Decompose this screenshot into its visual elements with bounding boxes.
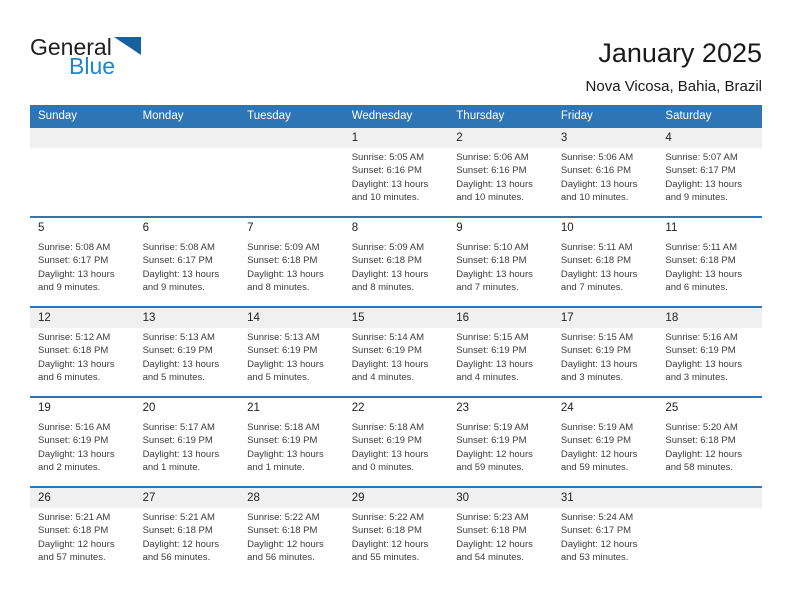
daylight-text: Daylight: 13 hours and 1 minute. bbox=[142, 448, 220, 474]
sunrise-text: Sunrise: 5:17 AM bbox=[142, 422, 215, 433]
day-number: 7 bbox=[247, 222, 254, 234]
day-number: 29 bbox=[344, 488, 449, 508]
empty-cell bbox=[239, 128, 344, 216]
day-number: 16 bbox=[448, 308, 553, 328]
daylight-text: Daylight: 12 hours and 56 minutes. bbox=[247, 538, 324, 564]
day-cell-18 bbox=[657, 308, 762, 396]
sunset-text: Sunset: 6:17 PM bbox=[38, 255, 109, 267]
day-details bbox=[239, 238, 344, 295]
sunset-text: Sunset: 6:19 PM bbox=[142, 435, 213, 447]
day-number bbox=[239, 128, 344, 148]
week-row bbox=[30, 216, 762, 306]
sunset-text: Sunset: 6:16 PM bbox=[456, 165, 527, 177]
sunset-text: Sunset: 6:17 PM bbox=[665, 165, 736, 177]
daylight-text: Daylight: 13 hours and 0 minutes. bbox=[351, 448, 429, 474]
day-number: 3 bbox=[553, 128, 658, 148]
day-details bbox=[135, 418, 240, 475]
day-details bbox=[30, 328, 135, 385]
sunrise-text: Sunrise: 5:08 AM bbox=[142, 242, 215, 253]
sunset-text: Sunset: 6:19 PM bbox=[560, 435, 632, 447]
daylight-text: Daylight: 12 hours and 55 minutes. bbox=[351, 538, 429, 564]
daylight-text: Daylight: 13 hours and 9 minutes. bbox=[38, 268, 115, 294]
day-details bbox=[448, 148, 553, 205]
day-cell-23 bbox=[448, 398, 553, 486]
daylight-text: Daylight: 13 hours and 9 minutes. bbox=[665, 178, 742, 204]
day-number: 19 bbox=[38, 402, 51, 414]
sunrise-text: Sunrise: 5:20 AM bbox=[665, 422, 738, 433]
day-number: 10 bbox=[560, 222, 574, 234]
sunset-text: Sunset: 6:18 PM bbox=[351, 525, 422, 537]
calendar bbox=[30, 105, 762, 576]
day-details bbox=[30, 238, 135, 295]
sunset-text: Sunset: 6:19 PM bbox=[665, 345, 736, 357]
day-number: 4 bbox=[657, 128, 762, 148]
sunrise-text: Sunrise: 5:15 AM bbox=[456, 332, 529, 343]
day-cell-4 bbox=[657, 128, 762, 216]
week-row bbox=[30, 126, 762, 216]
day-cell-22 bbox=[344, 398, 449, 486]
weekday-header-thursday: Thursday bbox=[456, 109, 505, 122]
day-cell-9 bbox=[448, 218, 553, 306]
sunrise-text: Sunrise: 5:08 AM bbox=[38, 242, 111, 253]
day-number: 27 bbox=[135, 488, 240, 508]
daylight-text: Daylight: 13 hours and 7 minutes. bbox=[456, 268, 533, 294]
day-details bbox=[344, 148, 449, 205]
daylight-text: Daylight: 13 hours and 4 minutes. bbox=[456, 358, 533, 384]
day-details bbox=[239, 418, 344, 475]
day-details bbox=[135, 508, 240, 565]
week-row bbox=[30, 486, 762, 576]
daylight-text: Daylight: 12 hours and 59 minutes. bbox=[456, 448, 533, 474]
sunrise-text: Sunrise: 5:09 AM bbox=[247, 242, 320, 253]
day-number: 5 bbox=[38, 222, 45, 234]
day-cell-12 bbox=[30, 308, 135, 396]
day-details bbox=[239, 328, 344, 385]
daylight-text: Daylight: 12 hours and 59 minutes. bbox=[560, 448, 638, 474]
empty-cell bbox=[135, 128, 240, 216]
weekday-header-sunday: Sunday bbox=[38, 109, 78, 122]
day-cell-31 bbox=[553, 488, 658, 576]
sunset-text: Sunset: 6:16 PM bbox=[560, 165, 632, 177]
day-details bbox=[657, 238, 762, 295]
sunset-text: Sunset: 6:18 PM bbox=[351, 255, 422, 267]
page-title: January 2025 bbox=[598, 38, 762, 68]
daylight-text: Daylight: 13 hours and 3 minutes. bbox=[665, 358, 742, 384]
sunrise-text: Sunrise: 5:18 AM bbox=[351, 422, 425, 433]
day-cell-15 bbox=[344, 308, 449, 396]
weekday-header-friday: Friday bbox=[560, 109, 593, 122]
weekday-header-monday: Monday bbox=[142, 109, 184, 122]
day-details bbox=[448, 418, 553, 475]
sunrise-text: Sunrise: 5:14 AM bbox=[351, 332, 425, 343]
day-number: 9 bbox=[456, 222, 463, 234]
sunrise-text: Sunrise: 5:24 AM bbox=[560, 512, 634, 523]
sunrise-text: Sunrise: 5:15 AM bbox=[560, 332, 634, 343]
sunset-text: Sunset: 6:19 PM bbox=[456, 435, 527, 447]
weekday-header-tuesday: Tuesday bbox=[247, 109, 291, 122]
sunset-text: Sunset: 6:18 PM bbox=[665, 435, 736, 447]
day-number: 1 bbox=[344, 128, 449, 148]
sunset-text: Sunset: 6:19 PM bbox=[351, 435, 422, 447]
logo-text-general: General bbox=[30, 34, 112, 60]
day-number: 12 bbox=[30, 308, 135, 328]
sunrise-text: Sunrise: 5:11 AM bbox=[665, 242, 738, 253]
empty-cell bbox=[30, 128, 135, 216]
daylight-text: Daylight: 13 hours and 8 minutes. bbox=[351, 268, 429, 294]
empty-cell bbox=[657, 488, 762, 576]
daylight-text: Daylight: 13 hours and 6 minutes. bbox=[38, 358, 115, 384]
daylight-text: Daylight: 12 hours and 56 minutes. bbox=[142, 538, 220, 564]
sunrise-text: Sunrise: 5:21 AM bbox=[142, 512, 215, 523]
day-details bbox=[344, 418, 449, 475]
day-number bbox=[657, 488, 762, 508]
sunset-text: Sunset: 6:19 PM bbox=[247, 345, 318, 357]
daylight-text: Daylight: 13 hours and 1 minute. bbox=[247, 448, 324, 474]
sunrise-text: Sunrise: 5:22 AM bbox=[247, 512, 320, 523]
day-number: 18 bbox=[657, 308, 762, 328]
sunrise-text: Sunrise: 5:22 AM bbox=[351, 512, 425, 523]
daylight-text: Daylight: 13 hours and 6 minutes. bbox=[665, 268, 742, 294]
daylight-text: Daylight: 12 hours and 54 minutes. bbox=[456, 538, 533, 564]
sunrise-text: Sunrise: 5:13 AM bbox=[142, 332, 215, 343]
sunset-text: Sunset: 6:19 PM bbox=[351, 345, 422, 357]
day-number: 14 bbox=[239, 308, 344, 328]
day-number: 8 bbox=[351, 222, 359, 234]
daylight-text: Daylight: 13 hours and 5 minutes. bbox=[142, 358, 220, 384]
day-cell-29 bbox=[344, 488, 449, 576]
sunrise-text: Sunrise: 5:19 AM bbox=[560, 422, 634, 433]
day-details bbox=[30, 508, 135, 565]
daylight-text: Daylight: 13 hours and 8 minutes. bbox=[247, 268, 324, 294]
day-number: 21 bbox=[247, 402, 260, 414]
day-details bbox=[344, 508, 449, 565]
day-cell-24 bbox=[553, 398, 658, 486]
daylight-text: Daylight: 12 hours and 57 minutes. bbox=[38, 538, 115, 564]
daylight-text: Daylight: 13 hours and 10 minutes. bbox=[560, 178, 638, 204]
sunset-text: Sunset: 6:18 PM bbox=[456, 255, 527, 267]
sunrise-text: Sunrise: 5:18 AM bbox=[247, 422, 320, 433]
day-cell-14 bbox=[239, 308, 344, 396]
day-number: 25 bbox=[665, 402, 679, 414]
day-details bbox=[553, 328, 658, 385]
sunset-text: Sunset: 6:19 PM bbox=[142, 345, 213, 357]
day-cell-6 bbox=[135, 218, 240, 306]
day-number: 15 bbox=[344, 308, 449, 328]
calendar-body bbox=[30, 126, 762, 576]
day-details bbox=[135, 328, 240, 385]
day-details bbox=[135, 238, 240, 295]
sunrise-text: Sunrise: 5:07 AM bbox=[665, 152, 738, 163]
daylight-text: Daylight: 13 hours and 7 minutes. bbox=[560, 268, 638, 294]
day-number: 13 bbox=[135, 308, 240, 328]
day-cell-20 bbox=[135, 398, 240, 486]
sunset-text: Sunset: 6:18 PM bbox=[247, 525, 318, 537]
sunset-text: Sunset: 6:18 PM bbox=[38, 345, 109, 357]
day-number: 20 bbox=[142, 402, 156, 414]
sunrise-text: Sunrise: 5:16 AM bbox=[665, 332, 738, 343]
sunrise-text: Sunrise: 5:19 AM bbox=[456, 422, 529, 433]
day-details bbox=[553, 238, 658, 295]
day-number: 22 bbox=[351, 402, 365, 414]
sunset-text: Sunset: 6:19 PM bbox=[38, 435, 109, 447]
daylight-text: Daylight: 13 hours and 10 minutes. bbox=[351, 178, 429, 204]
week-row bbox=[30, 396, 762, 486]
logo-triangle-icon bbox=[114, 37, 141, 55]
weekday-header-saturday: Saturday bbox=[665, 109, 712, 122]
sunrise-text: Sunrise: 5:23 AM bbox=[456, 512, 529, 523]
day-details bbox=[344, 328, 449, 385]
day-details bbox=[344, 238, 449, 295]
daylight-text: Daylight: 13 hours and 9 minutes. bbox=[142, 268, 220, 294]
day-number: 17 bbox=[553, 308, 658, 328]
day-details bbox=[657, 148, 762, 205]
page-subtitle: Nova Vicosa, Bahia, Brazil bbox=[585, 78, 762, 95]
day-details bbox=[553, 418, 658, 475]
general-blue-logo bbox=[30, 36, 141, 78]
day-number: 24 bbox=[560, 402, 574, 414]
daylight-text: Daylight: 13 hours and 5 minutes. bbox=[247, 358, 324, 384]
day-cell-2 bbox=[448, 128, 553, 216]
sunset-text: Sunset: 6:18 PM bbox=[560, 255, 632, 267]
day-number: 28 bbox=[239, 488, 344, 508]
day-details bbox=[553, 508, 658, 565]
day-number: 11 bbox=[665, 222, 678, 234]
sunset-text: Sunset: 6:17 PM bbox=[142, 255, 213, 267]
day-cell-10 bbox=[553, 218, 658, 306]
day-cell-8 bbox=[344, 218, 449, 306]
sunrise-text: Sunrise: 5:21 AM bbox=[38, 512, 111, 523]
sunrise-text: Sunrise: 5:11 AM bbox=[560, 242, 633, 253]
day-details bbox=[448, 238, 553, 295]
day-cell-3 bbox=[553, 128, 658, 216]
day-number: 30 bbox=[448, 488, 553, 508]
sunset-text: Sunset: 6:19 PM bbox=[247, 435, 318, 447]
day-cell-1 bbox=[344, 128, 449, 216]
sunrise-text: Sunrise: 5:06 AM bbox=[560, 152, 634, 163]
daylight-text: Daylight: 13 hours and 2 minutes. bbox=[38, 448, 115, 474]
day-cell-7 bbox=[239, 218, 344, 306]
day-number: 2 bbox=[448, 128, 553, 148]
day-cell-19 bbox=[30, 398, 135, 486]
day-cell-30 bbox=[448, 488, 553, 576]
day-cell-28 bbox=[239, 488, 344, 576]
sunrise-text: Sunrise: 5:06 AM bbox=[456, 152, 529, 163]
day-cell-11 bbox=[657, 218, 762, 306]
day-number: 6 bbox=[142, 222, 149, 234]
sunset-text: Sunset: 6:17 PM bbox=[560, 525, 632, 537]
day-cell-26 bbox=[30, 488, 135, 576]
day-number: 26 bbox=[30, 488, 135, 508]
day-number: 23 bbox=[456, 402, 470, 414]
daylight-text: Daylight: 13 hours and 4 minutes. bbox=[351, 358, 429, 384]
day-details bbox=[448, 328, 553, 385]
day-details bbox=[657, 418, 762, 475]
sunset-text: Sunset: 6:16 PM bbox=[351, 165, 422, 177]
day-number bbox=[30, 128, 135, 148]
day-number bbox=[135, 128, 240, 148]
weekday-header-wednesday: Wednesday bbox=[351, 109, 413, 122]
daylight-text: Daylight: 12 hours and 53 minutes. bbox=[560, 538, 638, 564]
title-block bbox=[586, 38, 762, 95]
day-cell-13 bbox=[135, 308, 240, 396]
daylight-text: Daylight: 13 hours and 3 minutes. bbox=[560, 358, 638, 384]
sunrise-text: Sunrise: 5:12 AM bbox=[38, 332, 111, 343]
sunset-text: Sunset: 6:18 PM bbox=[142, 525, 213, 537]
day-number: 31 bbox=[553, 488, 658, 508]
week-row bbox=[30, 306, 762, 396]
logo-text-blue: Blue bbox=[69, 53, 116, 79]
daylight-text: Daylight: 12 hours and 58 minutes. bbox=[665, 448, 742, 474]
weekday-header-row bbox=[30, 105, 762, 126]
sunrise-text: Sunrise: 5:13 AM bbox=[247, 332, 320, 343]
day-cell-17 bbox=[553, 308, 658, 396]
sunset-text: Sunset: 6:18 PM bbox=[247, 255, 318, 267]
sunset-text: Sunset: 6:18 PM bbox=[38, 525, 109, 537]
daylight-text: Daylight: 13 hours and 10 minutes. bbox=[456, 178, 533, 204]
day-details bbox=[239, 508, 344, 565]
day-cell-27 bbox=[135, 488, 240, 576]
day-cell-16 bbox=[448, 308, 553, 396]
sunrise-text: Sunrise: 5:10 AM bbox=[456, 242, 529, 253]
sunrise-text: Sunrise: 5:16 AM bbox=[38, 422, 111, 433]
sunset-text: Sunset: 6:19 PM bbox=[560, 345, 632, 357]
day-cell-21 bbox=[239, 398, 344, 486]
day-details bbox=[30, 418, 135, 475]
day-details bbox=[553, 148, 658, 205]
sunset-text: Sunset: 6:18 PM bbox=[456, 525, 527, 537]
sunrise-text: Sunrise: 5:09 AM bbox=[351, 242, 425, 253]
sunset-text: Sunset: 6:18 PM bbox=[665, 255, 736, 267]
sunrise-text: Sunrise: 5:05 AM bbox=[351, 152, 425, 163]
day-cell-25 bbox=[657, 398, 762, 486]
day-cell-5 bbox=[30, 218, 135, 306]
sunset-text: Sunset: 6:19 PM bbox=[456, 345, 527, 357]
day-details bbox=[657, 328, 762, 385]
day-details bbox=[448, 508, 553, 565]
